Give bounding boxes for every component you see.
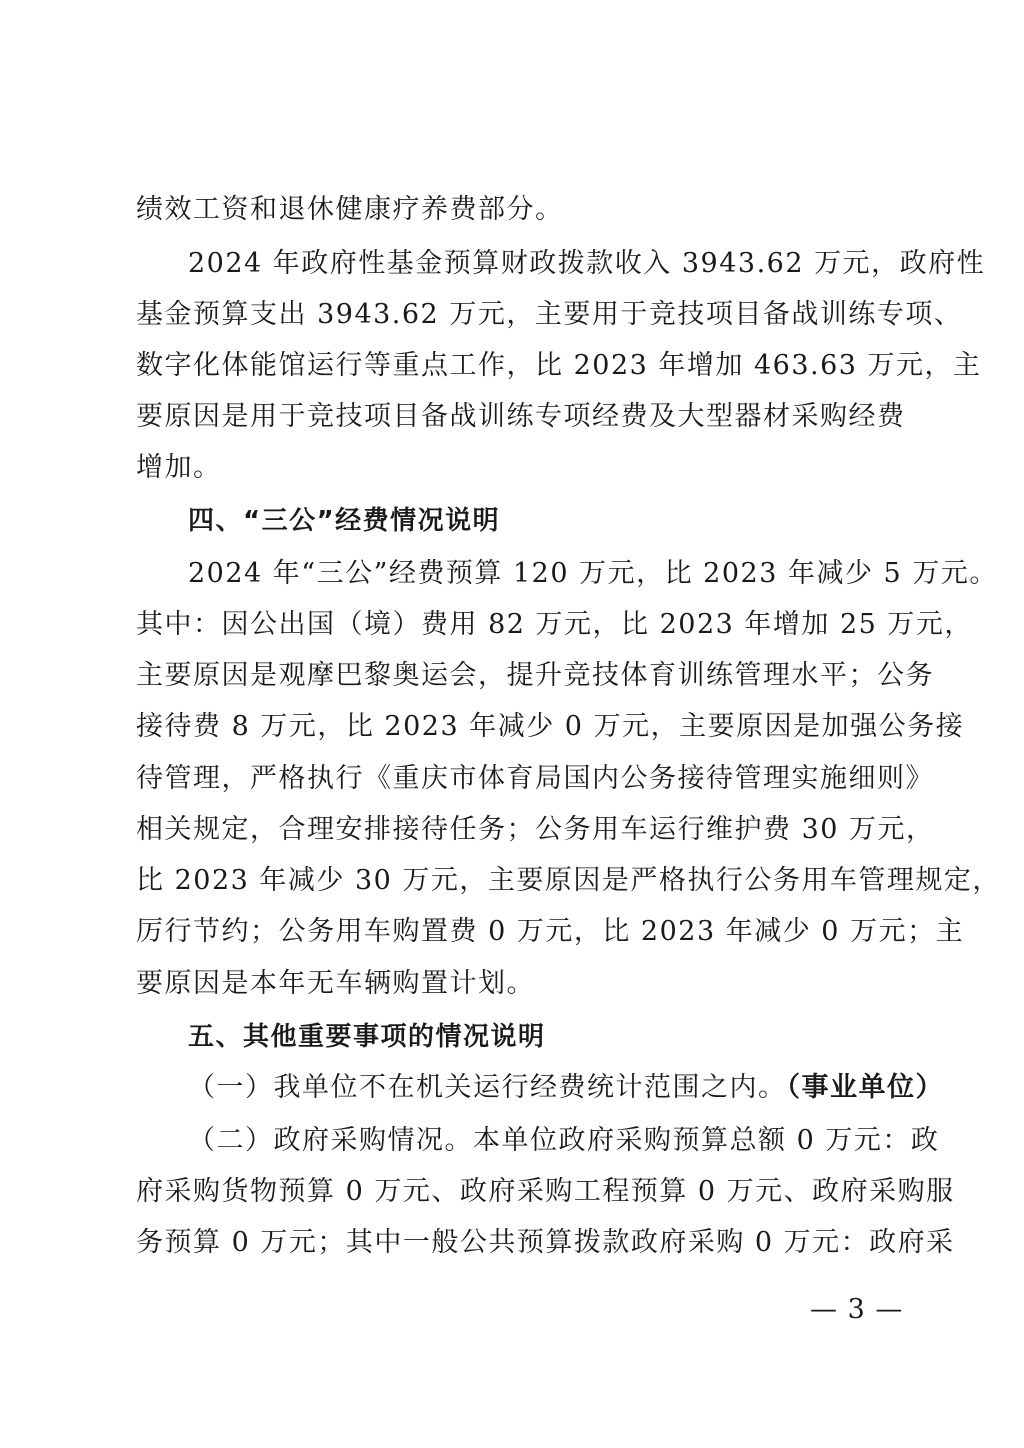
paragraph-line: 比 2023 年减少 30 万元，主要原因是严格执行公务用车管理规定， [136,865,1001,896]
section-heading: 四、“三公”经费情况说明 [188,506,501,536]
paragraph-line: 相关规定，合理安排接待任务；公务用车运行维护费 30 万元， [136,814,935,845]
emphasis-text: （事业单位） [786,1072,944,1103]
paragraph-line [188,1070,944,1106]
section-heading: 五、其他重要事项的情况说明 [188,1022,546,1052]
paragraph-line: 主要原因是观摩巴黎奥运会，提升竞技体育训练管理水平；公务 [136,660,934,691]
paragraph-line: 2024 年“三公”经费预算 120 万元，比 2023 年减少 5 万元。 [188,558,998,589]
paragraph-line: 府采购货物预算 0 万元、政府采购工程预算 0 万元、政府采购服 [136,1176,955,1207]
page-number: — 3 — [810,1294,904,1325]
paragraph-line: 基金预算支出 3943.62 万元，主要用于竞技项目备战训练专项、 [136,299,963,330]
paragraph-line: 务预算 0 万元；其中一般公共预算拨款政府采购 0 万元：政府采 [136,1227,955,1258]
paragraph-text: （一）我单位不在机关运行经费统计范围之内。 [188,1072,787,1103]
paragraph-line: 要原因是本年无车辆购置计划。 [136,968,535,999]
paragraph-line: 数字化体能馆运行等重点工作，比 2023 年增加 463.63 万元，主 [136,350,982,381]
paragraph-line: 待管理，严格执行《重庆市体育局国内公务接待管理实施细则》 [136,763,934,794]
paragraph-line: 2024 年政府性基金预算财政拨款收入 3943.62 万元，政府性 [188,248,986,279]
paragraph-line: 其中：因公出国（境）费用 82 万元，比 2023 年增加 25 万元， [136,609,973,640]
paragraph-line: 接待费 8 万元，比 2023 年减少 0 万元，主要原因是加强公务接 [136,711,965,742]
paragraph-line: 要原因是用于竞技项目备战训练专项经费及大型器材采购经费 [136,401,906,432]
paragraph-line: 厉行节约；公务用车购置费 0 万元，比 2023 年减少 0 万元；主 [136,916,965,947]
paragraph-line: 绩效工资和退休健康疗养费部分。 [136,194,564,225]
paragraph-line: 增加。 [136,452,222,483]
paragraph-line: （二）政府采购情况。本单位政府采购预算总额 0 万元：政 [188,1125,940,1156]
